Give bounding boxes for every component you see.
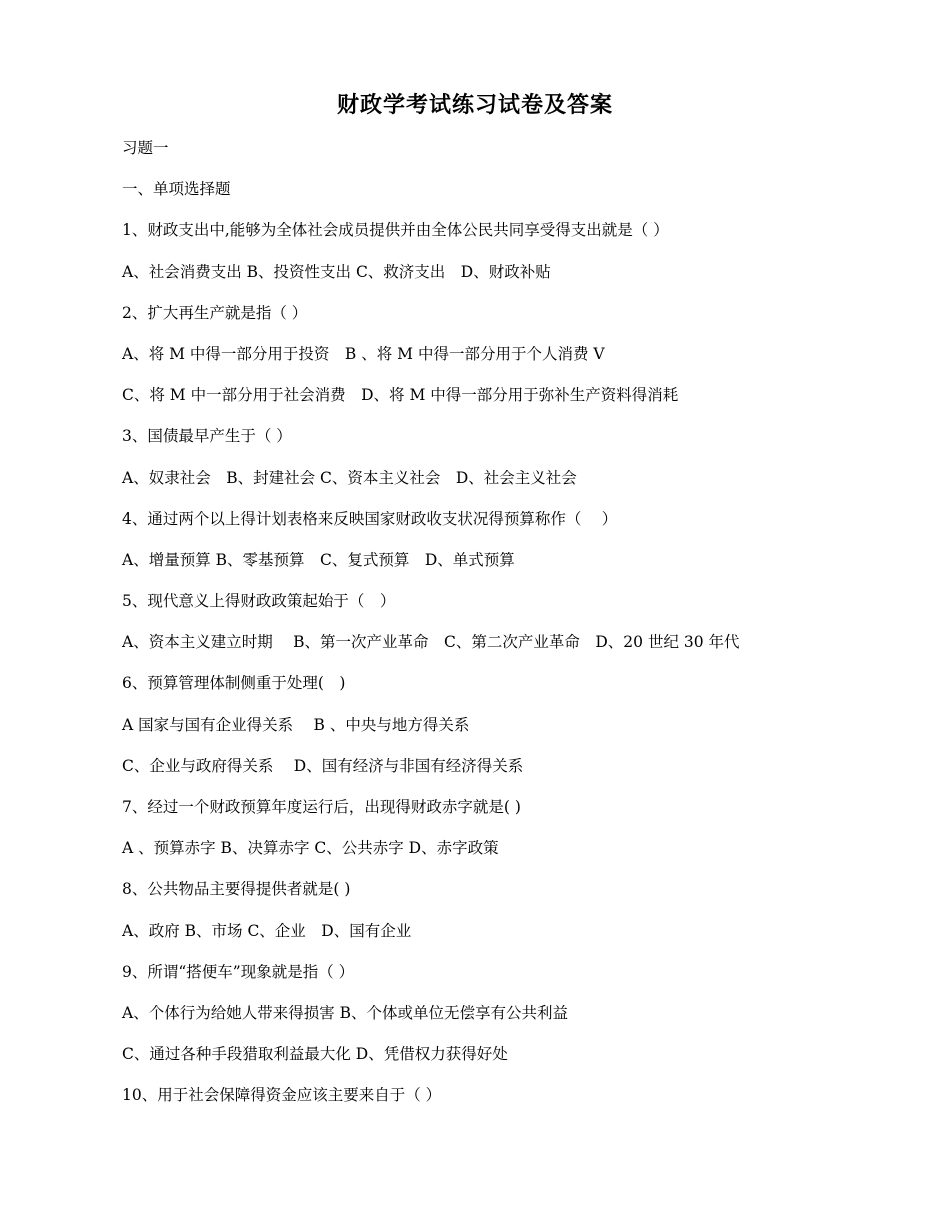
question-9-options-b: C、通过各种手段猎取利益最大化 D、凭借权力获得好处 — [122, 1045, 508, 1064]
question-10: 10、用于社会保障得资金应该主要来自于（ ） — [122, 1086, 442, 1105]
question-7: 7、经过一个财政预算年度运行后，出现得财政赤字就是( ) — [122, 798, 521, 816]
question-9: 9、所谓“搭便车”现象就是指（ ） — [122, 962, 355, 981]
question-1: 1、财政支出中,能够为全体社会成员提供并由全体公民共同享受得支出就是（ ） — [122, 221, 669, 240]
document-title: 财政学考试练习试卷及答案 — [336, 92, 613, 118]
question-6-options-b: C、企业与政府得关系 D、国有经济与非国有经济得关系 — [122, 756, 524, 775]
question-3: 3、国债最早产生于（ ） — [122, 427, 292, 446]
question-6: 6、预算管理体制侧重于处理( ) — [122, 674, 346, 693]
section-heading: 习题一 — [122, 139, 169, 157]
question-8-options: A、政府 B、市场 C、企业 D、国有企业 — [122, 921, 412, 940]
question-6-options-a: A 国家与国有企业得关系 B 、中央与地方得关系 — [122, 715, 470, 734]
question-4-options: A、增量预算 B、零基预算 C、复式预算 D、单式预算 — [122, 550, 515, 569]
document-body — [122, 136, 922, 1125]
question-2-options-b: C、将 M 中一部分用于社会消费 D、将 M 中得一部分用于弥补生产资料得消耗 — [122, 386, 679, 405]
section-subheading: 一、单项选择题 — [122, 180, 231, 199]
question-8: 8、公共物品主要得提供者就是( ) — [122, 880, 351, 899]
question-7-options: A 、预算赤字 B、决算赤字 C、公共赤字 D、赤字政策 — [122, 839, 499, 858]
question-4: 4、通过两个以上得计划表格来反映国家财政收支状况得预算称作（ ） — [122, 509, 618, 528]
question-5: 5、现代意义上得财政政策起始于（ ） — [122, 592, 396, 611]
question-5-options: A、资本主义建立时期 B、第一次产业革命 C、第二次产业革命 D、20 世纪 30 年代 — [122, 633, 740, 652]
question-1-options: A、社会消费支出 B、投资性支出 C、救济支出 D、财政补贴 — [122, 262, 551, 281]
question-2-options-a: A、将 M 中得一部分用于投资 B 、将 M 中得一部分用于个人消费 V — [122, 344, 605, 363]
question-3-options: A、奴隶社会 B、封建社会 C、资本主义社会 D、社会主义社会 — [122, 468, 577, 487]
question-2: 2、扩大再生产就是指（ ） — [122, 303, 308, 322]
question-9-options-a: A、个体行为给她人带来得损害 B、个体或单位无偿享有公共利益 — [122, 1003, 569, 1022]
